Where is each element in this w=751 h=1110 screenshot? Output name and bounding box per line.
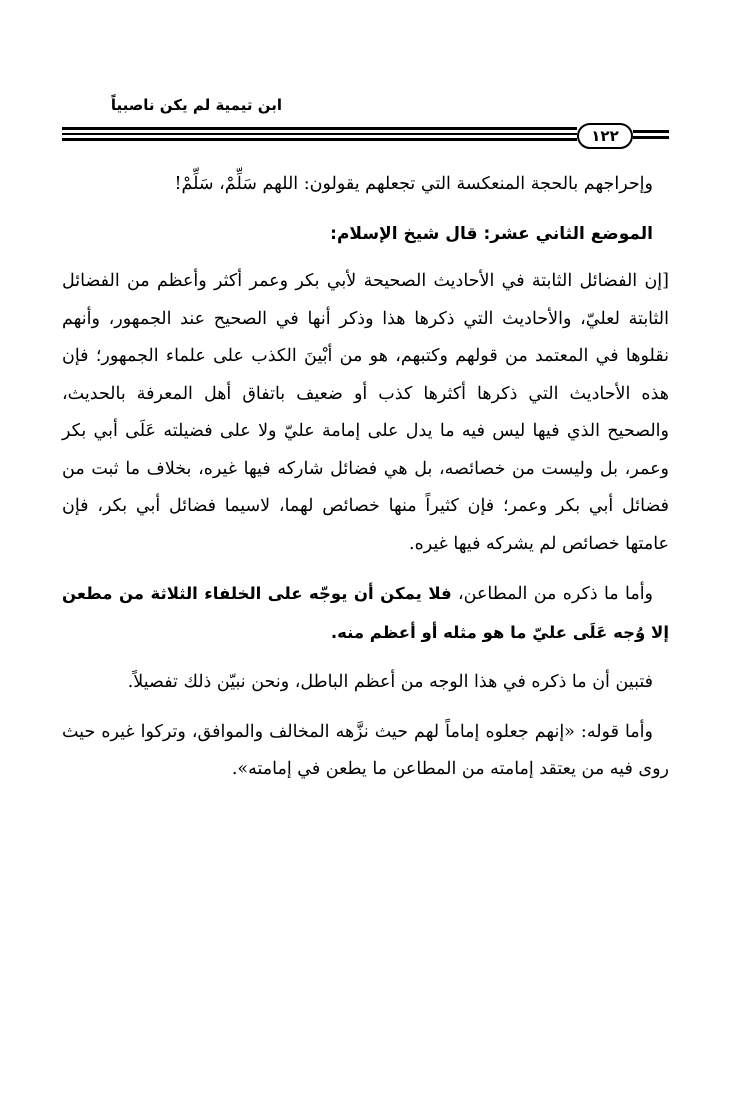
header-rule-top — [62, 127, 577, 130]
paragraph-3 — [62, 575, 669, 652]
paragraph-3-intro: وأما ما ذكره من المطاعن، — [451, 584, 654, 604]
header-rule-right-bottom — [633, 136, 669, 139]
page-number: ١٢٢ — [577, 123, 633, 149]
section-heading: الموضع الثاني عشر: قال شيخ الإسلام: — [330, 223, 653, 244]
paragraph-4: فتبين أن ما ذكره في هذا الوجه من أعظم الباطل، ونحن نبيّن ذلك تفصيلاً. — [127, 672, 653, 692]
paragraph-5: وأما قوله: «إنهم جعلوه إماماً لهم حيث نزَّهه المخالف والموافق، وتركوا غيره حيث روى فيه من يعتقد إمامته من المطاعن ما يطعن في إمامته». — [62, 721, 669, 779]
header-rule-right-top — [633, 130, 669, 133]
paragraph-2-quote: [إن الفضائل الثابتة في الأحاديث الصحيحة لأبي بكر وعمر أكثر وأعظم من الفضائل الثابتة لعليّ، والأحاديث التي ذكرها هذا وذكر أنها في الصحيح عند الجمهور، وأنهم نقلوها في المعتمد من قولهم وكتبهم، هو من أبْينَ الكذب على علماء الجمهور؛ فإن هذه الأحاديث التي ذكرها أكثرها كذب أو ضعيف باتفاق أهل المعرفة بالحديث، والصحيح الذي فيها ليس فيه ما يدل على إمامة عليّ ولا على فضيلته عَلَى أبي بكر وعمر، بل وليست من خصائصه، بل هي فضائل شاركه فيها غيره، بخلاف ما ثبت من فضائل أبي بكر وعمر؛ فإن كثيراً منها خصائص لهما، لاسيما فضائل أبي بكر، فإن عامتها خصائص لم يشركه فيها غيره. — [62, 271, 669, 554]
header-rule-middle — [62, 133, 577, 135]
paragraph-3-bold: فلا يمكن أن يوجّه على الخلفاء الثلاثة من مطعن إلا وُجه عَلَى عليّ ما هو مثله أو أعظم منه. — [62, 584, 669, 642]
page-body — [62, 166, 669, 801]
running-header-title: ابن تيمية لم يكن ناصبياً — [110, 96, 282, 114]
paragraph-1: وإحراجهم بالحجة المنعكسة التي تجعلهم يقولون: اللهم سَلِّمْ، سَلِّمْ! — [174, 174, 653, 194]
header-rule-bottom — [62, 138, 577, 141]
